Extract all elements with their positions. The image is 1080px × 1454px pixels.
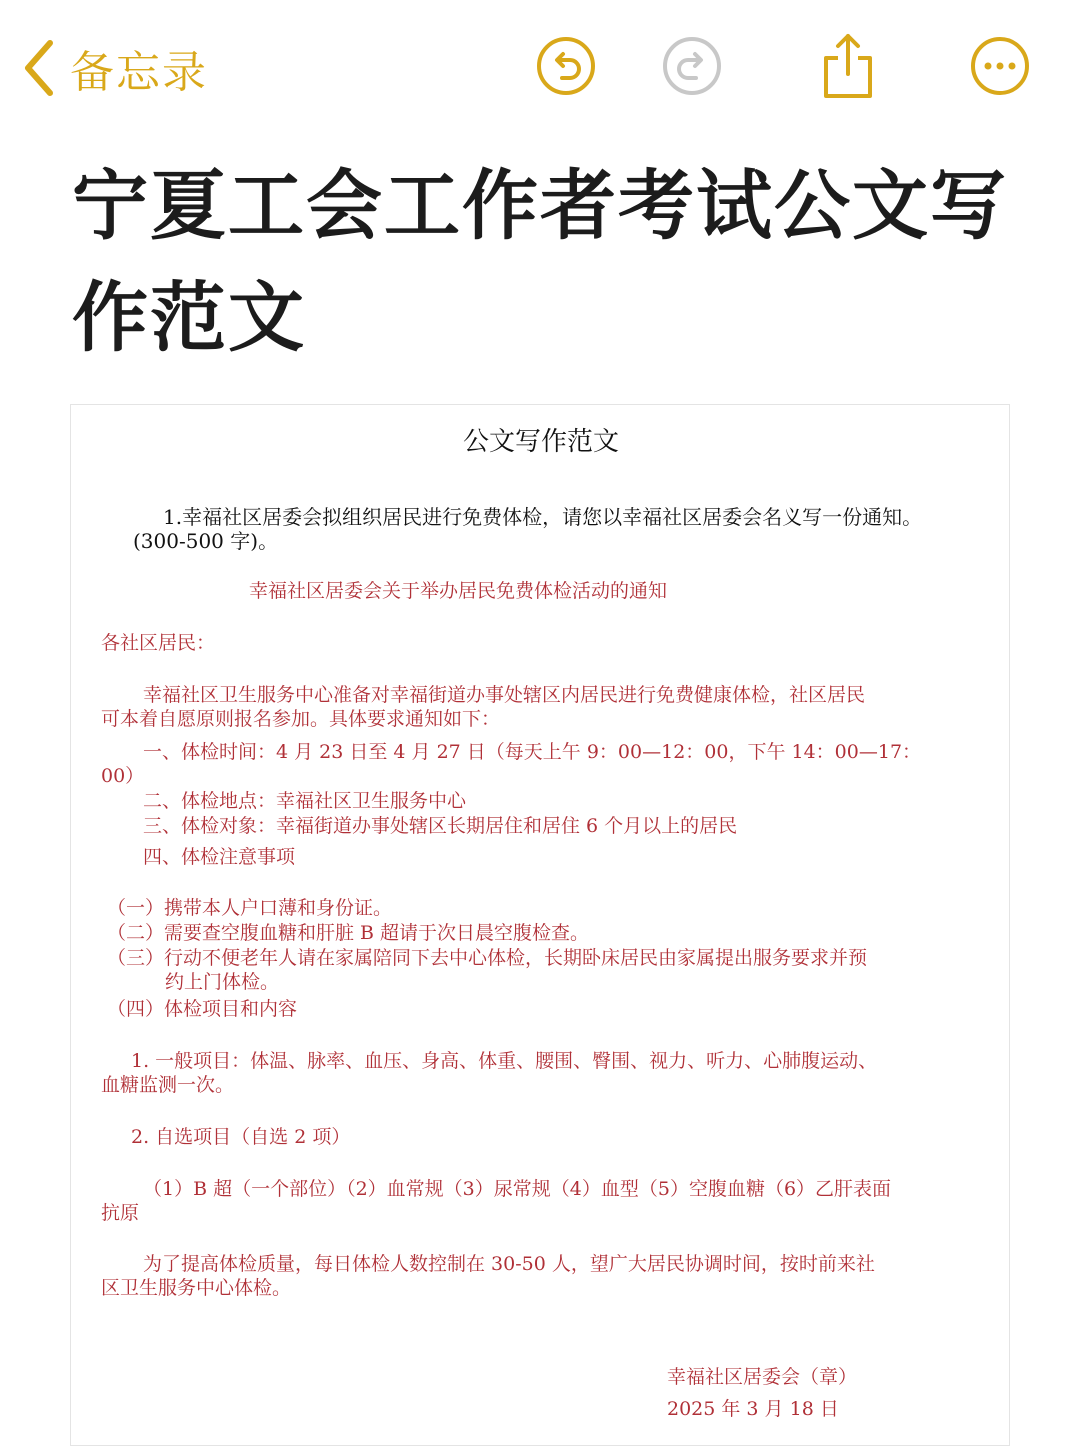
back-label: 备忘录 xyxy=(70,47,208,98)
sub-item-4: （四）体检项目和内容 xyxy=(107,998,298,1020)
sub-item-3-line-2: 约上门体检。 xyxy=(165,971,280,993)
notice-title: 幸福社区居委会关于举办居民免费体检活动的通知 xyxy=(249,580,668,602)
intro-line-1: 幸福社区卫生服务中心准备对幸福街道办事处辖区内居民进行免费健康体检，社区居民 xyxy=(143,684,866,706)
document-title: 公文写作范文 xyxy=(462,427,619,457)
redo-icon xyxy=(662,36,722,96)
more-button[interactable] xyxy=(970,36,1030,96)
note-title-line-1: 宁夏工会工作者考试公文写 xyxy=(72,161,1008,250)
general-items-line-1: 1. 一般项目：体温、脉率、血压、身高、体重、腰围、臀围、视力、听力、心肺腹运动、 xyxy=(131,1050,878,1072)
item-2: 二、体检地点：幸福社区卫生服务中心 xyxy=(143,790,467,812)
item-1-line-2: 00） xyxy=(101,765,145,787)
chevron-left-icon xyxy=(22,39,56,97)
optional-items-heading: 2. 自选项目（自选 2 项） xyxy=(131,1126,351,1148)
item-1-line-1: 一、体检时间：4 月 23 日至 4 月 27 日（每天上午 9：00—12：00，下午 14：00—17： xyxy=(143,741,922,763)
general-items-line-2: 血糖监测一次。 xyxy=(101,1074,235,1096)
optional-items-line-2: 抗原 xyxy=(101,1202,140,1224)
undo-icon xyxy=(536,36,596,96)
note-title-line-2: 作范文 xyxy=(72,273,306,362)
navigation-bar xyxy=(0,0,1080,130)
item-4: 四、体检注意事项 xyxy=(143,846,296,868)
closing-line-1: 为了提高体检质量，每日体检人数控制在 30-50 人，望广大居民协调时间，按时前来社 xyxy=(143,1253,875,1275)
date: 2025 年 3 月 18 日 xyxy=(667,1398,839,1420)
question-line-1: 1.幸福社区居委会拟组织居民进行免费体检，请您以幸福社区居委会名义写一份通知。 xyxy=(163,505,923,529)
more-icon xyxy=(970,36,1030,96)
share-icon xyxy=(818,30,878,100)
share-button[interactable] xyxy=(818,30,878,100)
question-line-2: (300-500 字)。 xyxy=(133,529,279,553)
item-3: 三、体检对象：幸福街道办事处辖区长期居住和居住 6 个月以上的居民 xyxy=(143,815,738,837)
signature: 幸福社区居委会（章） xyxy=(667,1366,858,1388)
intro-line-2: 可本着自愿原则报名参加。具体要求通知如下： xyxy=(101,708,501,730)
note-title[interactable] xyxy=(72,150,1012,374)
closing-line-2: 区卫生服务中心体检。 xyxy=(101,1277,292,1299)
optional-items-line-1: （1）B 超（一个部位）（2）血常规（3）尿常规（4）血型（5）空腹血糖（6）乙肝表面 xyxy=(143,1178,892,1200)
sub-item-2: （二）需要查空腹血糖和肝脏 B 超请于次日晨空腹检查。 xyxy=(107,922,590,944)
sub-item-3-line-1: （三）行动不便老年人请在家属陪同下去中心体检，长期卧床居民由家属提出服务要求并预 xyxy=(107,947,868,969)
back-button[interactable] xyxy=(22,36,208,100)
redo-button[interactable] xyxy=(662,36,722,96)
sub-item-1: （一）携带本人户口薄和身份证。 xyxy=(107,897,393,919)
undo-button[interactable] xyxy=(536,36,596,96)
document-image xyxy=(70,404,1010,1446)
greeting: 各社区居民： xyxy=(101,632,216,654)
